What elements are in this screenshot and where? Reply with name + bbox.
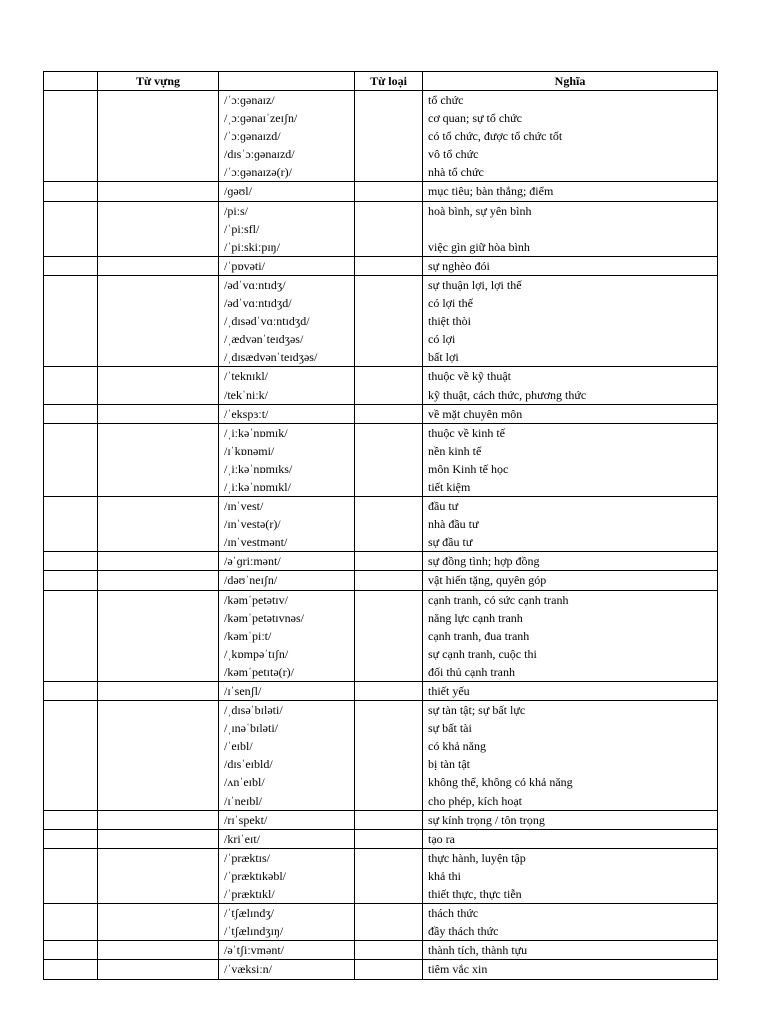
word-class-cell: [355, 552, 423, 571]
number-cell: [44, 590, 98, 681]
pronunciation-text: /ˌædvənˈteɪdʒəs/: [224, 332, 304, 347]
meaning-text: [428, 220, 717, 238]
meaning-text: thách thức: [428, 906, 479, 921]
table-row: [44, 497, 718, 552]
header-meaning: Nghĩa: [423, 72, 718, 91]
table-row: [44, 848, 718, 903]
pronunciation-text: /ˌiːkəˈnɒmɪkl/: [224, 479, 291, 494]
number-cell: [44, 91, 98, 182]
table-row: [44, 960, 718, 979]
vocabulary-cell: [98, 275, 219, 366]
vocabulary-cell: [98, 701, 219, 811]
pronunciation-text: /rɪˈspekt/: [224, 812, 268, 827]
number-cell: [44, 941, 98, 960]
word-class-cell: [355, 848, 423, 903]
table-row: [44, 941, 718, 960]
vocabulary-cell: [98, 423, 219, 496]
vocabulary-cell: [98, 497, 219, 552]
table-row: [44, 829, 718, 848]
pronunciation-text: /dəʊˈneɪʃn/: [224, 573, 278, 588]
vocabulary-cell: [98, 960, 219, 979]
vocabulary-cell: [98, 829, 219, 848]
vocabulary-cell: [98, 904, 219, 941]
word-class-cell: [355, 829, 423, 848]
number-cell: [44, 829, 98, 848]
meaning-text: không thể, không có khả năng: [428, 775, 573, 790]
meaning-cell: [423, 256, 718, 275]
vocabulary-cell: [98, 552, 219, 571]
number-cell: [44, 182, 98, 201]
table-row: [44, 256, 718, 275]
pronunciation-text: /ˈpræktɪs/: [224, 850, 271, 865]
pronunciation-text: /ɪˈsenʃl/: [224, 684, 262, 698]
meaning-text: sự kính trọng / tôn trọng: [428, 812, 545, 827]
pronunciation-text: /ˈpiːsfl/: [224, 221, 260, 236]
table-row: [44, 275, 718, 366]
meaning-cell: [423, 810, 718, 829]
pronunciation-text: /əˈɡriːmənt/: [224, 554, 281, 569]
table-row: [44, 91, 718, 182]
pronunciation-text: /ɪnˈvest/: [224, 499, 264, 514]
meaning-cell: [423, 423, 718, 496]
vocabulary-table: [43, 71, 718, 980]
pronunciation-cell: [219, 367, 355, 404]
meaning-text: thuộc về kỹ thuật: [428, 369, 511, 384]
number-cell: [44, 960, 98, 979]
pronunciation-cell: [219, 275, 355, 366]
pronunciation-cell: [219, 256, 355, 275]
vocabulary-cell: [98, 91, 219, 182]
number-cell: [44, 552, 98, 571]
number-cell: [44, 904, 98, 941]
meaning-cell: [423, 201, 718, 256]
word-class-cell: [355, 590, 423, 681]
pronunciation-text: /ɪnˈvestmənt/: [224, 535, 288, 550]
pronunciation-text: /ˌdɪsædvənˈteɪdʒəs/: [224, 350, 318, 365]
number-cell: [44, 682, 98, 701]
pronunciation-text: /ədˈvɑːntɪdʒ/: [224, 277, 286, 292]
meaning-text: có lợi thế: [428, 296, 473, 311]
pronunciation-text: /ˈpræktɪkəbl/: [224, 868, 286, 883]
pronunciation-text: /dɪsˈɔːɡənaɪzd/: [224, 147, 295, 162]
pronunciation-text: /ˈpræktɪkl/: [224, 887, 275, 902]
meaning-text: sự thuận lợi, lợi thế: [428, 277, 522, 292]
meaning-text: đầy thách thức: [428, 924, 499, 939]
meaning-text: sự đầu tư: [428, 535, 473, 550]
meaning-text: thiệt thòi: [428, 314, 471, 329]
table-row: [44, 367, 718, 404]
table-row: [44, 810, 718, 829]
table-header-row: [44, 72, 718, 91]
meaning-cell: [423, 848, 718, 903]
table-row: [44, 423, 718, 496]
pronunciation-text: /ˌdɪsədˈvɑːntɪdʒd/: [224, 314, 310, 329]
meaning-text: thiết yếu: [428, 684, 470, 698]
number-cell: [44, 367, 98, 404]
word-class-cell: [355, 367, 423, 404]
header-vocabulary: Từ vựng: [98, 72, 219, 91]
number-cell: [44, 497, 98, 552]
pronunciation-cell: [219, 201, 355, 256]
pronunciation-text: /ˌiːkəˈnɒmɪk/: [224, 425, 288, 440]
word-class-cell: [355, 275, 423, 366]
vocabulary-cell: [98, 367, 219, 404]
pronunciation-text: /ɡəʊl/: [224, 184, 252, 199]
meaning-text: tạo ra: [428, 831, 455, 846]
table-row: [44, 552, 718, 571]
pronunciation-text: /ˈtʃælɪndʒɪŋ/: [224, 924, 284, 939]
meaning-cell: [423, 682, 718, 701]
number-cell: [44, 256, 98, 275]
meaning-cell: [423, 182, 718, 201]
pronunciation-text: /əˈtʃiːvmənt/: [224, 943, 284, 958]
pronunciation-cell: [219, 904, 355, 941]
meaning-text: vô tổ chức: [428, 147, 479, 162]
word-class-cell: [355, 91, 423, 182]
meaning-text: nhà đầu tư: [428, 517, 479, 532]
pronunciation-cell: [219, 829, 355, 848]
word-class-cell: [355, 904, 423, 941]
meaning-text: kỹ thuật, cách thức, phương thức: [428, 387, 587, 402]
table-row: [44, 182, 718, 201]
pronunciation-text: /ˈeɪbl/: [224, 739, 253, 754]
pronunciation-text: /kəmˈpetətɪvnəs/: [224, 610, 304, 625]
meaning-text: khả thi: [428, 868, 461, 883]
meaning-text: về mặt chuyên môn: [428, 406, 523, 421]
meaning-text: môn Kinh tế học: [428, 461, 509, 476]
pronunciation-text: /ˈtʃælɪndʒ/: [224, 906, 274, 921]
table-row: [44, 404, 718, 423]
vocabulary-cell: [98, 256, 219, 275]
word-class-cell: [355, 701, 423, 811]
meaning-text: vật hiến tặng, quyên góp: [428, 573, 547, 588]
word-class-cell: [355, 682, 423, 701]
meaning-text: thiết thực, thực tiễn: [428, 887, 522, 902]
pronunciation-cell: [219, 423, 355, 496]
pronunciation-text: /ˈɔːɡənaɪzd/: [224, 129, 281, 144]
header-pronunciation: [219, 72, 355, 91]
vocabulary-cell: [98, 404, 219, 423]
table-row: [44, 590, 718, 681]
number-cell: [44, 810, 98, 829]
table-row: [44, 904, 718, 941]
meaning-text: có khả năng: [428, 739, 486, 754]
meaning-cell: [423, 404, 718, 423]
vocabulary-cell: [98, 590, 219, 681]
meaning-text: đầu tư: [428, 499, 459, 514]
vocabulary-cell: [98, 810, 219, 829]
meaning-text: cơ quan; sự tổ chức: [428, 111, 522, 126]
header-number: [44, 72, 98, 91]
pronunciation-text: /ˌɔːɡənaɪˈzeɪʃn/: [224, 111, 298, 126]
vocabulary-cell: [98, 682, 219, 701]
word-class-cell: [355, 810, 423, 829]
table-row: [44, 701, 718, 811]
meaning-text: đối thủ cạnh tranh: [428, 664, 515, 679]
meaning-cell: [423, 275, 718, 366]
pronunciation-text: /ɪˈneɪbl/: [224, 793, 262, 808]
pronunciation-text: /ˈvæksiːn/: [224, 962, 273, 977]
meaning-text: cạnh tranh, có sức cạnh tranh: [428, 592, 569, 607]
word-class-cell: [355, 256, 423, 275]
meaning-text: nền kinh tế: [428, 443, 482, 458]
header-word-class: Từ loại: [355, 72, 423, 91]
pronunciation-cell: [219, 182, 355, 201]
vocabulary-cell: [98, 941, 219, 960]
number-cell: [44, 701, 98, 811]
pronunciation-text: /kəmˈpetɪtə(r)/: [224, 664, 294, 679]
meaning-text: sự bất tài: [428, 721, 472, 736]
meaning-text: sự nghèo đói: [428, 258, 490, 273]
pronunciation-text: /ˈekspɜːt/: [224, 406, 269, 421]
pronunciation-cell: [219, 91, 355, 182]
meaning-text: thuộc về kinh tế: [428, 425, 505, 440]
pronunciation-text: /ʌnˈeɪbl/: [224, 775, 265, 790]
number-cell: [44, 848, 98, 903]
vocabulary-cell: [98, 848, 219, 903]
pronunciation-cell: [219, 810, 355, 829]
word-class-cell: [355, 941, 423, 960]
meaning-text: tiết kiệm: [428, 479, 471, 494]
pronunciation-text: /kəmˈpiːt/: [224, 628, 272, 643]
pronunciation-cell: [219, 682, 355, 701]
pronunciation-cell: [219, 701, 355, 811]
pronunciation-text: /ˈteknɪkl/: [224, 369, 268, 384]
pronunciation-text: /ˈpiːskiːpɪŋ/: [224, 239, 280, 254]
meaning-text: thành tích, thành tựu: [428, 943, 528, 958]
meaning-text: hoà bình, sự yên bình: [428, 203, 532, 218]
pronunciation-text: /kriˈeɪt/: [224, 831, 260, 846]
pronunciation-text: /piːs/: [224, 203, 249, 218]
meaning-cell: [423, 960, 718, 979]
meaning-text: có lợi: [428, 332, 456, 347]
word-class-cell: [355, 960, 423, 979]
pronunciation-cell: [219, 941, 355, 960]
meaning-cell: [423, 497, 718, 552]
meaning-text: mục tiêu; bàn thắng; điểm: [428, 184, 554, 199]
pronunciation-text: /ˌkɒmpəˈtɪʃn/: [224, 646, 289, 661]
pronunciation-text: /tekˈniːk/: [224, 387, 268, 402]
number-cell: [44, 571, 98, 590]
meaning-cell: [423, 91, 718, 182]
vocabulary-cell: [98, 182, 219, 201]
word-class-cell: [355, 423, 423, 496]
number-cell: [44, 201, 98, 256]
meaning-text: bất lợi: [428, 350, 459, 365]
vocabulary-cell: [98, 201, 219, 256]
pronunciation-text: /ˌdɪsəˈbɪləti/: [224, 703, 283, 718]
pronunciation-cell: [219, 552, 355, 571]
pronunciation-cell: [219, 848, 355, 903]
pronunciation-cell: [219, 590, 355, 681]
pronunciation-text: /ˈɔːɡənaɪz/: [224, 93, 275, 107]
pronunciation-cell: [219, 497, 355, 552]
word-class-cell: [355, 497, 423, 552]
table-row: [44, 571, 718, 590]
number-cell: [44, 423, 98, 496]
vocabulary-cell: [98, 571, 219, 590]
meaning-text: sự đồng tình; hợp đồng: [428, 554, 540, 569]
meaning-text: cạnh tranh, đua tranh: [428, 628, 530, 643]
pronunciation-text: /ɪˈkɒnəmi/: [224, 443, 275, 458]
meaning-text: thực hành, luyện tập: [428, 850, 526, 865]
word-class-cell: [355, 182, 423, 201]
pronunciation-text: /ˈpɒvəti/: [224, 258, 265, 273]
meaning-text: nhà tổ chức: [428, 165, 484, 180]
pronunciation-cell: [219, 404, 355, 423]
pronunciation-text: /kəmˈpetətɪv/: [224, 592, 288, 607]
meaning-text: năng lực cạnh tranh: [428, 610, 523, 625]
meaning-text: tiêm vắc xin: [428, 962, 488, 977]
meaning-cell: [423, 590, 718, 681]
word-class-cell: [355, 571, 423, 590]
meaning-cell: [423, 701, 718, 811]
meaning-text: có tổ chức, được tổ chức tốt: [428, 129, 563, 144]
meaning-text: bị tàn tật: [428, 757, 470, 772]
meaning-cell: [423, 571, 718, 590]
meaning-cell: [423, 829, 718, 848]
pronunciation-cell: [219, 571, 355, 590]
meaning-text: cho phép, kích hoạt: [428, 793, 522, 808]
meaning-text: sự tàn tật; sự bất lực: [428, 703, 526, 718]
meaning-text: sự cạnh tranh, cuộc thi: [428, 646, 537, 661]
pronunciation-text: /dɪsˈeɪbld/: [224, 757, 273, 772]
word-class-cell: [355, 404, 423, 423]
table-row: [44, 682, 718, 701]
table-body: [44, 91, 718, 980]
meaning-text: tổ chức: [428, 93, 464, 107]
pronunciation-text: /ˌɪnəˈbɪləti/: [224, 721, 278, 736]
number-cell: [44, 404, 98, 423]
pronunciation-text: /ˌiːkəˈnɒmɪks/: [224, 461, 293, 476]
pronunciation-text: /ˈɔːɡənaɪzə(r)/: [224, 165, 292, 180]
pronunciation-cell: [219, 960, 355, 979]
meaning-cell: [423, 552, 718, 571]
word-class-cell: [355, 201, 423, 256]
number-cell: [44, 275, 98, 366]
pronunciation-text: /ɪnˈvestə(r)/: [224, 517, 281, 532]
meaning-cell: [423, 941, 718, 960]
meaning-cell: [423, 367, 718, 404]
pronunciation-text: /ədˈvɑːntɪdʒd/: [224, 296, 292, 311]
table-row: [44, 201, 718, 256]
meaning-text: việc gìn giữ hòa bình: [428, 239, 530, 254]
meaning-cell: [423, 904, 718, 941]
